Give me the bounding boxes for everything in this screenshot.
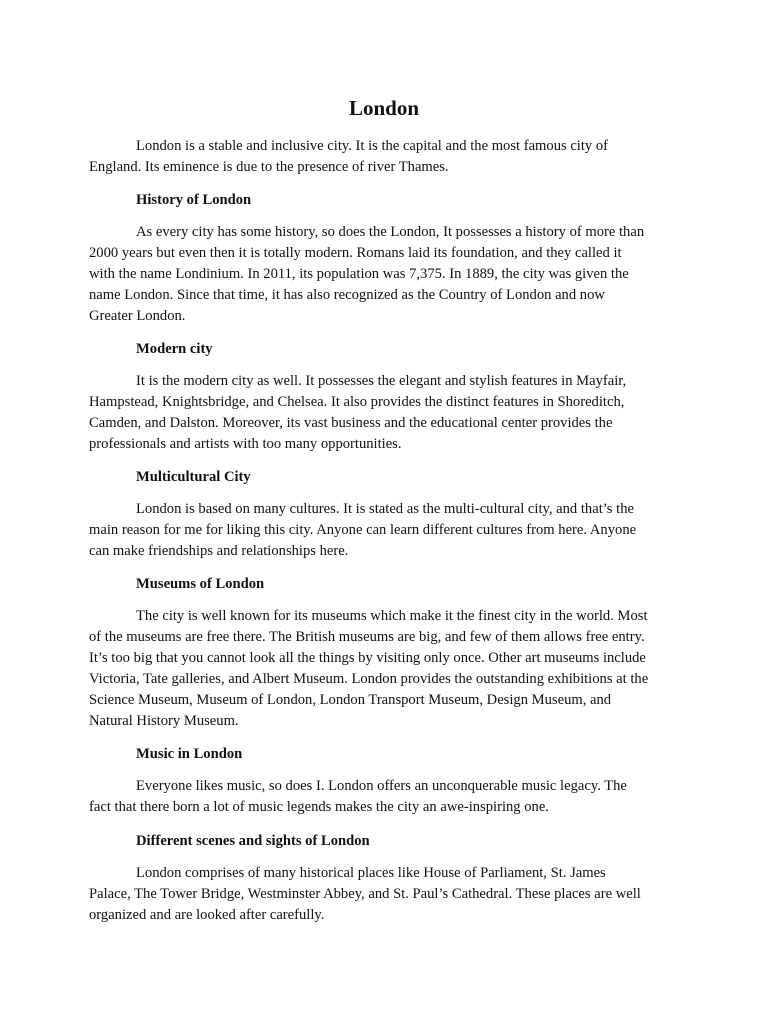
section-heading-museums: Museums of London [136,576,265,592]
section-paragraph-museums: The city is well known for its museums which make it the finest city in the world. Most of the museums are free there. The British museums are big, and few of them allows free entry. It’s too big that you cannot look all the things by visiting only once. Other art museums include Victoria, Tate galleries, and Albert Museum. London provides the outstanding exhibitions at the Science Museum, Museum of London, London Transport Museum, Design Museum, and Natural History Museum. [89,608,649,729]
section-paragraph-music: Everyone likes music, so does I. London offers an unconquerable music legacy. The fact that there born a lot of music legends makes the city an awe-inspiring one. [89,778,627,815]
section-paragraph-modern-city: It is the modern city as well. It possesses the elegant and stylish features in Mayfair, Hampstead, Knightsbridge, and Chelsea. It also provides the distinct features in Shoreditch, Camden, and Dalston. Moreover, its vast business and the educational center provides the professionals and artists with too many opportunities. [89,373,627,452]
section-heading-multicultural: Multicultural City [136,469,251,485]
intro-paragraph: London is a stable and inclusive city. It is the capital and the most famous city of England. Its eminence is due to the presence of river Thames. [89,138,609,175]
section-paragraph-scenes: London comprises of many historical places like House of Parliament, St. James Palace, The Tower Bridge, Westminster Abbey, and St. Paul’s Cathedral. These places are well organized and are looked after carefully. [89,865,641,923]
document-title: London [348,96,420,120]
section-heading-history: History of London [136,192,252,208]
section-paragraph-history: As every city has some history, so does the London, It possesses a history of more than 2000 years but even then it is totally modern. Romans laid its foundation, and they called it with the name Londinium. In 2011, its population was 7,375. In 1889, the city was given the name London. Since that time, it has also recognized as the Country of London and now Greater London. [89,224,645,324]
section-heading-music: Music in London [136,746,243,762]
section-heading-modern-city: Modern city [136,341,213,357]
section-heading-scenes: Different scenes and sights of London [136,833,370,849]
section-paragraph-multicultural: London is based on many cultures. It is stated as the multi-cultural city, and that’s the main reason for me for liking this city. Anyone can learn different cultures from here. Anyone can make friendships and relationships here. [89,501,637,559]
